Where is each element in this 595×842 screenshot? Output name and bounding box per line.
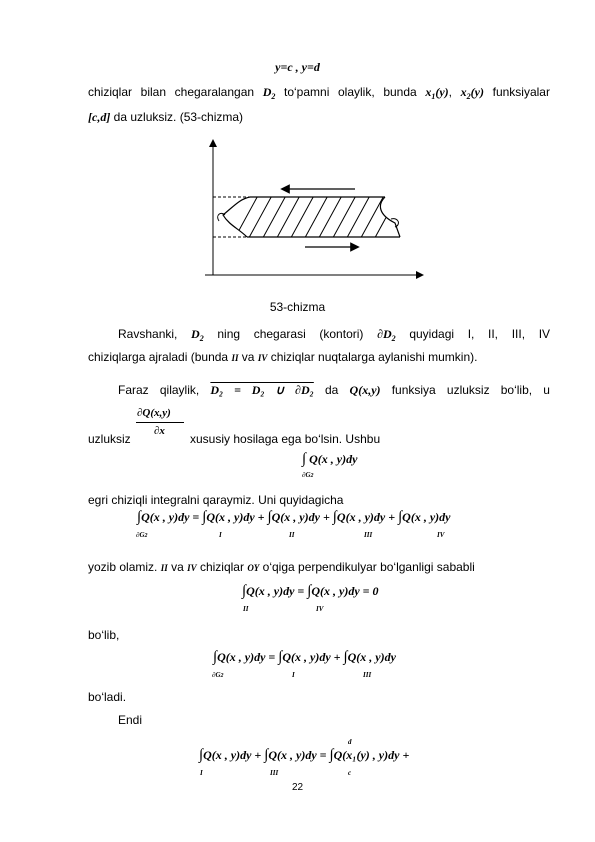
text: II, <box>488 327 499 341</box>
paragraph-9: bo‘lib, <box>88 628 120 642</box>
paragraph-6-a: uzluksiz <box>88 432 131 446</box>
paragraph-7: egri chiziqli integralni qaraymiz. Uni quyidagicha <box>88 493 344 507</box>
symbol-OY: OY <box>247 563 260 573</box>
comma: , <box>448 85 452 99</box>
paragraph-5 <box>118 383 550 398</box>
paragraph-2 <box>88 110 243 125</box>
f2-sub-3: III <box>364 531 373 539</box>
symbol-IV: IV <box>257 353 268 363</box>
text: va <box>171 560 184 574</box>
f5-upper-limit: d <box>348 738 352 746</box>
symbol-D2: D <box>262 85 272 99</box>
fraction-denominator: ∂x <box>154 425 165 437</box>
integrand: Q(x , y)dy <box>309 452 358 466</box>
term-2: Q(x , y)dy + <box>271 510 330 524</box>
sub: ∂G <box>136 531 145 539</box>
text: chiziqlar nuqtalarga aylanishi mumkin). <box>270 350 478 364</box>
paragraph-3: Ravshanki, $D_2$ ning chegarasi (kontori) $\partial D_2$ quyidagi I, II, III, IV <box>118 327 551 343</box>
formula-4: ∫Q(x , y)dy = ∫Q(x , y)dy + ∫Q(x , y)dy <box>213 649 396 665</box>
text: funksiyalar <box>492 85 550 99</box>
page-number: 22 <box>291 782 304 793</box>
f2-sub-0: ∂G2 <box>136 531 148 539</box>
symbol-II: II <box>231 353 239 363</box>
symbol-II: II <box>160 563 168 573</box>
paragraph-6-b: xususiy hosilaga ega bo‘lsin. Ushbu <box>190 432 381 446</box>
symbol-x2: x <box>460 85 467 99</box>
sub-dG: ∂G <box>302 471 311 479</box>
term-1: Q(x , y)dy + <box>206 510 265 524</box>
figure-53 <box>195 135 425 285</box>
text: III, <box>511 327 526 341</box>
f2-sub-1: I <box>219 531 222 539</box>
paragraph-1: chiziqlar bilan chegaralangan $D_2$ to‘pamni olaylik, bunda $x_1(y)$, $x_2(y)$ funksiyalar <box>88 85 550 101</box>
term-2: Q(x , y)dy = 0 <box>311 584 379 598</box>
term-1: Q(x , y)dy + <box>203 748 262 762</box>
term-2: Q(x , y)dy <box>347 650 396 664</box>
formula-1 <box>302 452 357 467</box>
text: ning <box>217 327 241 341</box>
sub: ∂G <box>212 671 221 679</box>
symbol-D2: D <box>191 327 200 341</box>
lhs: Q(x , y)dy = <box>217 650 276 664</box>
text: quyidagi <box>409 327 455 341</box>
text: I, <box>467 327 475 341</box>
text: yozib olamiz. <box>88 560 158 574</box>
formula-1-sub: ∂G2 <box>302 471 314 479</box>
term-1: Q(x , y)dy + <box>282 650 341 664</box>
text: da uzluksiz. (53-chizma) <box>113 110 244 124</box>
text: uzluksiz <box>446 383 490 397</box>
text: chiziqlarga ajraladi (bunda <box>88 350 229 364</box>
text: to‘pamni olaylik, bunda <box>284 85 417 99</box>
text: u <box>543 383 550 397</box>
fraction-numerator: ∂Q(x,y) <box>137 407 171 419</box>
text: va <box>241 350 255 364</box>
integral-sign: ∫ <box>302 451 307 467</box>
text: funksiya <box>391 383 436 397</box>
formula-2: ∫Q(x , y)dy = ∫Q(x , y)dy + ∫Q(x , y)dy + ∫Q(x , y)dy + ∫Q(x , y)dy <box>137 509 451 525</box>
closure-formula: D₂ = D₂ ∪ ∂D₂ <box>210 383 314 397</box>
text: chegarasi <box>253 327 306 341</box>
paragraph-11: Endi <box>118 713 143 727</box>
figure-caption: 53-chizma <box>269 300 326 314</box>
text: o‘qiga perpendikulyar bo‘lganligi sababli <box>262 560 475 574</box>
function-Q: Q(x,y) <box>349 383 381 397</box>
term-4: Q(x , y)dy <box>402 510 451 524</box>
paragraph-4 <box>88 350 477 366</box>
text: Ravshanki, <box>118 327 178 341</box>
text: Faraz <box>118 383 149 397</box>
symbol-dD2: ∂D <box>377 327 392 341</box>
text: da <box>325 383 339 397</box>
fraction-bar <box>136 422 184 423</box>
interval-cd: [c,d] <box>88 110 111 124</box>
term-2: Q(x , y)dy = <box>268 748 327 762</box>
f4-sub-0: ∂G2 <box>212 671 224 679</box>
lhs: Q(x , y)dy = <box>141 510 200 524</box>
paragraph-8 <box>88 560 475 576</box>
text: IV <box>538 327 551 341</box>
term-3: Q(x₁(y) , y)dy + <box>333 748 410 762</box>
symbol-IV: IV <box>187 563 197 573</box>
f5-sub-2: III <box>270 769 279 777</box>
text: chiziqlar <box>199 560 244 574</box>
f4-sub-2: III <box>363 671 372 679</box>
f4-sub-1: I <box>292 671 295 679</box>
f2-sub-4: IV <box>437 531 445 539</box>
arg: (y) <box>435 85 449 99</box>
f2-sub-2: II <box>289 531 295 539</box>
formula-3: ∫Q(x , y)dy = ∫Q(x , y)dy = 0 <box>242 583 379 599</box>
arg: (y) <box>470 85 484 99</box>
text: qilaylik, <box>159 383 200 397</box>
f5-sub-1: I <box>200 769 203 777</box>
term-1: Q(x , y)dy = <box>246 584 305 598</box>
text: chiziqlar bilan chegaralangan <box>88 85 255 99</box>
f3-sub-2: IV <box>316 605 324 613</box>
f3-sub-1: II <box>243 605 249 613</box>
text: (kontori) <box>319 327 364 341</box>
formula-5: ∫Q(x , y)dy + ∫Q(x , y)dy = ∫Q(x₁(y) , y)dy + <box>199 747 410 763</box>
term-3: Q(x , y)dy + <box>336 510 396 524</box>
paragraph-10: bo‘ladi. <box>88 690 127 704</box>
formula-y-c-y-d: y=c , y=d <box>275 60 320 74</box>
text: bo‘lib, <box>500 383 533 397</box>
symbol-x1: x <box>425 85 432 99</box>
boundary-right <box>380 197 400 237</box>
f5-lower-limit: c <box>348 769 352 777</box>
